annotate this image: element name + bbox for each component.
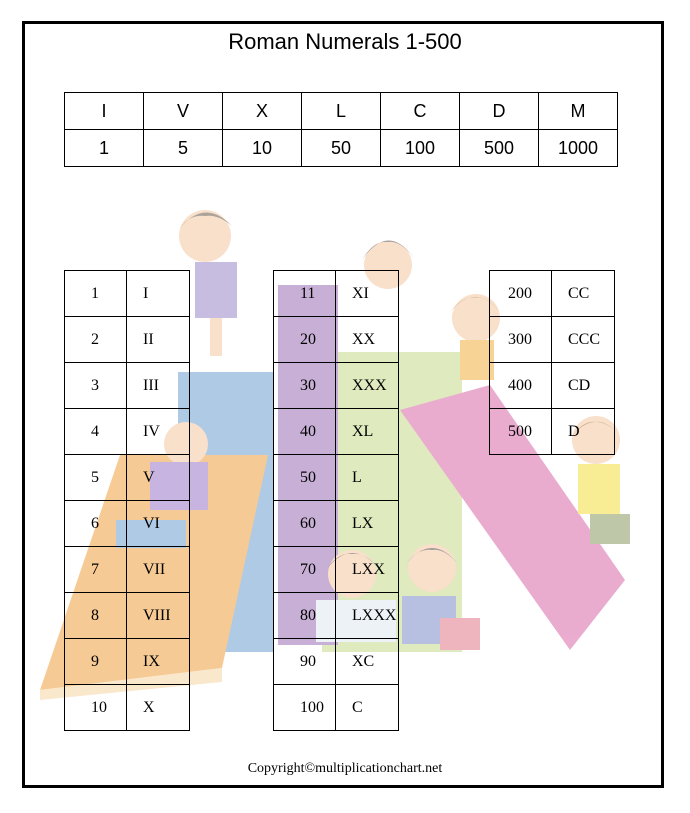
numerals-table-11-100 <box>273 270 399 731</box>
value-cell: 100 <box>381 130 460 167</box>
roman-numeral-cell: IX <box>127 639 190 685</box>
roman-numeral-cell: LXX <box>336 547 399 593</box>
page-title: Roman Numerals 1-500 <box>228 29 462 54</box>
numeral-row <box>274 271 399 317</box>
numeral-row <box>274 409 399 455</box>
arabic-number-cell: 400 <box>490 363 552 409</box>
value-cell: 500 <box>460 130 539 167</box>
copyright-text: Copyright©multiplicationchart.net <box>247 761 443 776</box>
numeral-row <box>65 501 190 547</box>
roman-numeral-cell: LX <box>336 501 399 547</box>
value-cell: 1 <box>65 130 144 167</box>
arabic-number-cell: 40 <box>274 409 336 455</box>
roman-numeral-cell: VI <box>127 501 190 547</box>
numeral-row <box>65 639 190 685</box>
arabic-number-cell: 20 <box>274 317 336 363</box>
numeral-row <box>274 639 399 685</box>
roman-numeral-cell: VIII <box>127 593 190 639</box>
arabic-number-cell: 60 <box>274 501 336 547</box>
roman-numeral-cell: XC <box>336 639 399 685</box>
numeral-row <box>274 547 399 593</box>
numeral-row <box>274 317 399 363</box>
roman-numeral-cell: L <box>336 455 399 501</box>
roman-numeral-cell: XL <box>336 409 399 455</box>
numeral-row <box>274 593 399 639</box>
roman-numeral-cell: XXX <box>336 363 399 409</box>
arabic-number-cell: 4 <box>65 409 127 455</box>
arabic-number-cell: 9 <box>65 639 127 685</box>
numerals-table-1-10 <box>64 270 190 731</box>
arabic-number-cell: 10 <box>65 685 127 731</box>
symbol-cell: I <box>65 93 144 130</box>
arabic-number-cell: 2 <box>65 317 127 363</box>
numeral-row <box>490 363 615 409</box>
symbol-values-row <box>65 130 618 167</box>
arabic-number-cell: 200 <box>490 271 552 317</box>
kid-head-shape <box>179 210 231 262</box>
symbol-cell: M <box>539 93 618 130</box>
roman-numeral-cell: CC <box>552 271 615 317</box>
roman-numeral-cell: CD <box>552 363 615 409</box>
numeral-row <box>274 455 399 501</box>
numeral-row <box>65 409 190 455</box>
numeral-row <box>65 547 190 593</box>
numeral-row <box>490 409 615 455</box>
arabic-number-cell: 300 <box>490 317 552 363</box>
value-cell: 5 <box>144 130 223 167</box>
arabic-number-cell: 70 <box>274 547 336 593</box>
value-cell: 10 <box>223 130 302 167</box>
symbol-cell: C <box>381 93 460 130</box>
symbol-cell: X <box>223 93 302 130</box>
roman-numeral-cell: V <box>127 455 190 501</box>
arabic-number-cell: 1 <box>65 271 127 317</box>
numeral-row <box>65 685 190 731</box>
roman-symbols-table <box>64 92 618 167</box>
roman-numeral-cell: C <box>336 685 399 731</box>
roman-numeral-cell: XI <box>336 271 399 317</box>
arabic-number-cell: 30 <box>274 363 336 409</box>
numeral-row <box>490 271 615 317</box>
arabic-number-cell: 5 <box>65 455 127 501</box>
symbol-cell: L <box>302 93 381 130</box>
numeral-row <box>274 501 399 547</box>
roman-numeral-cell: XX <box>336 317 399 363</box>
roman-numeral-cell: IV <box>127 409 190 455</box>
symbol-cell: V <box>144 93 223 130</box>
numeral-row <box>65 317 190 363</box>
numeral-row <box>65 363 190 409</box>
symbol-letters-row <box>65 93 618 130</box>
numeral-row <box>65 593 190 639</box>
numeral-row <box>274 363 399 409</box>
arabic-number-cell: 11 <box>274 271 336 317</box>
roman-numeral-cell: X <box>127 685 190 731</box>
roman-numeral-cell: III <box>127 363 190 409</box>
roman-numeral-cell: VII <box>127 547 190 593</box>
arabic-number-cell: 100 <box>274 685 336 731</box>
arabic-number-cell: 80 <box>274 593 336 639</box>
roman-numeral-cell: II <box>127 317 190 363</box>
value-cell: 1000 <box>539 130 618 167</box>
arabic-number-cell: 6 <box>65 501 127 547</box>
symbol-cell: D <box>460 93 539 130</box>
numeral-row <box>274 685 399 731</box>
roman-numeral-cell: CCC <box>552 317 615 363</box>
value-cell: 50 <box>302 130 381 167</box>
arabic-number-cell: 8 <box>65 593 127 639</box>
numeral-row <box>65 455 190 501</box>
arabic-number-cell: 3 <box>65 363 127 409</box>
roman-numeral-cell: LXXX <box>336 593 399 639</box>
roman-numeral-cell: D <box>552 409 615 455</box>
arabic-number-cell: 7 <box>65 547 127 593</box>
numerals-table-200-500 <box>489 270 615 455</box>
arabic-number-cell: 500 <box>490 409 552 455</box>
roman-numeral-cell: I <box>127 271 190 317</box>
arabic-number-cell: 50 <box>274 455 336 501</box>
numeral-row <box>65 271 190 317</box>
numeral-row <box>490 317 615 363</box>
arabic-number-cell: 90 <box>274 639 336 685</box>
